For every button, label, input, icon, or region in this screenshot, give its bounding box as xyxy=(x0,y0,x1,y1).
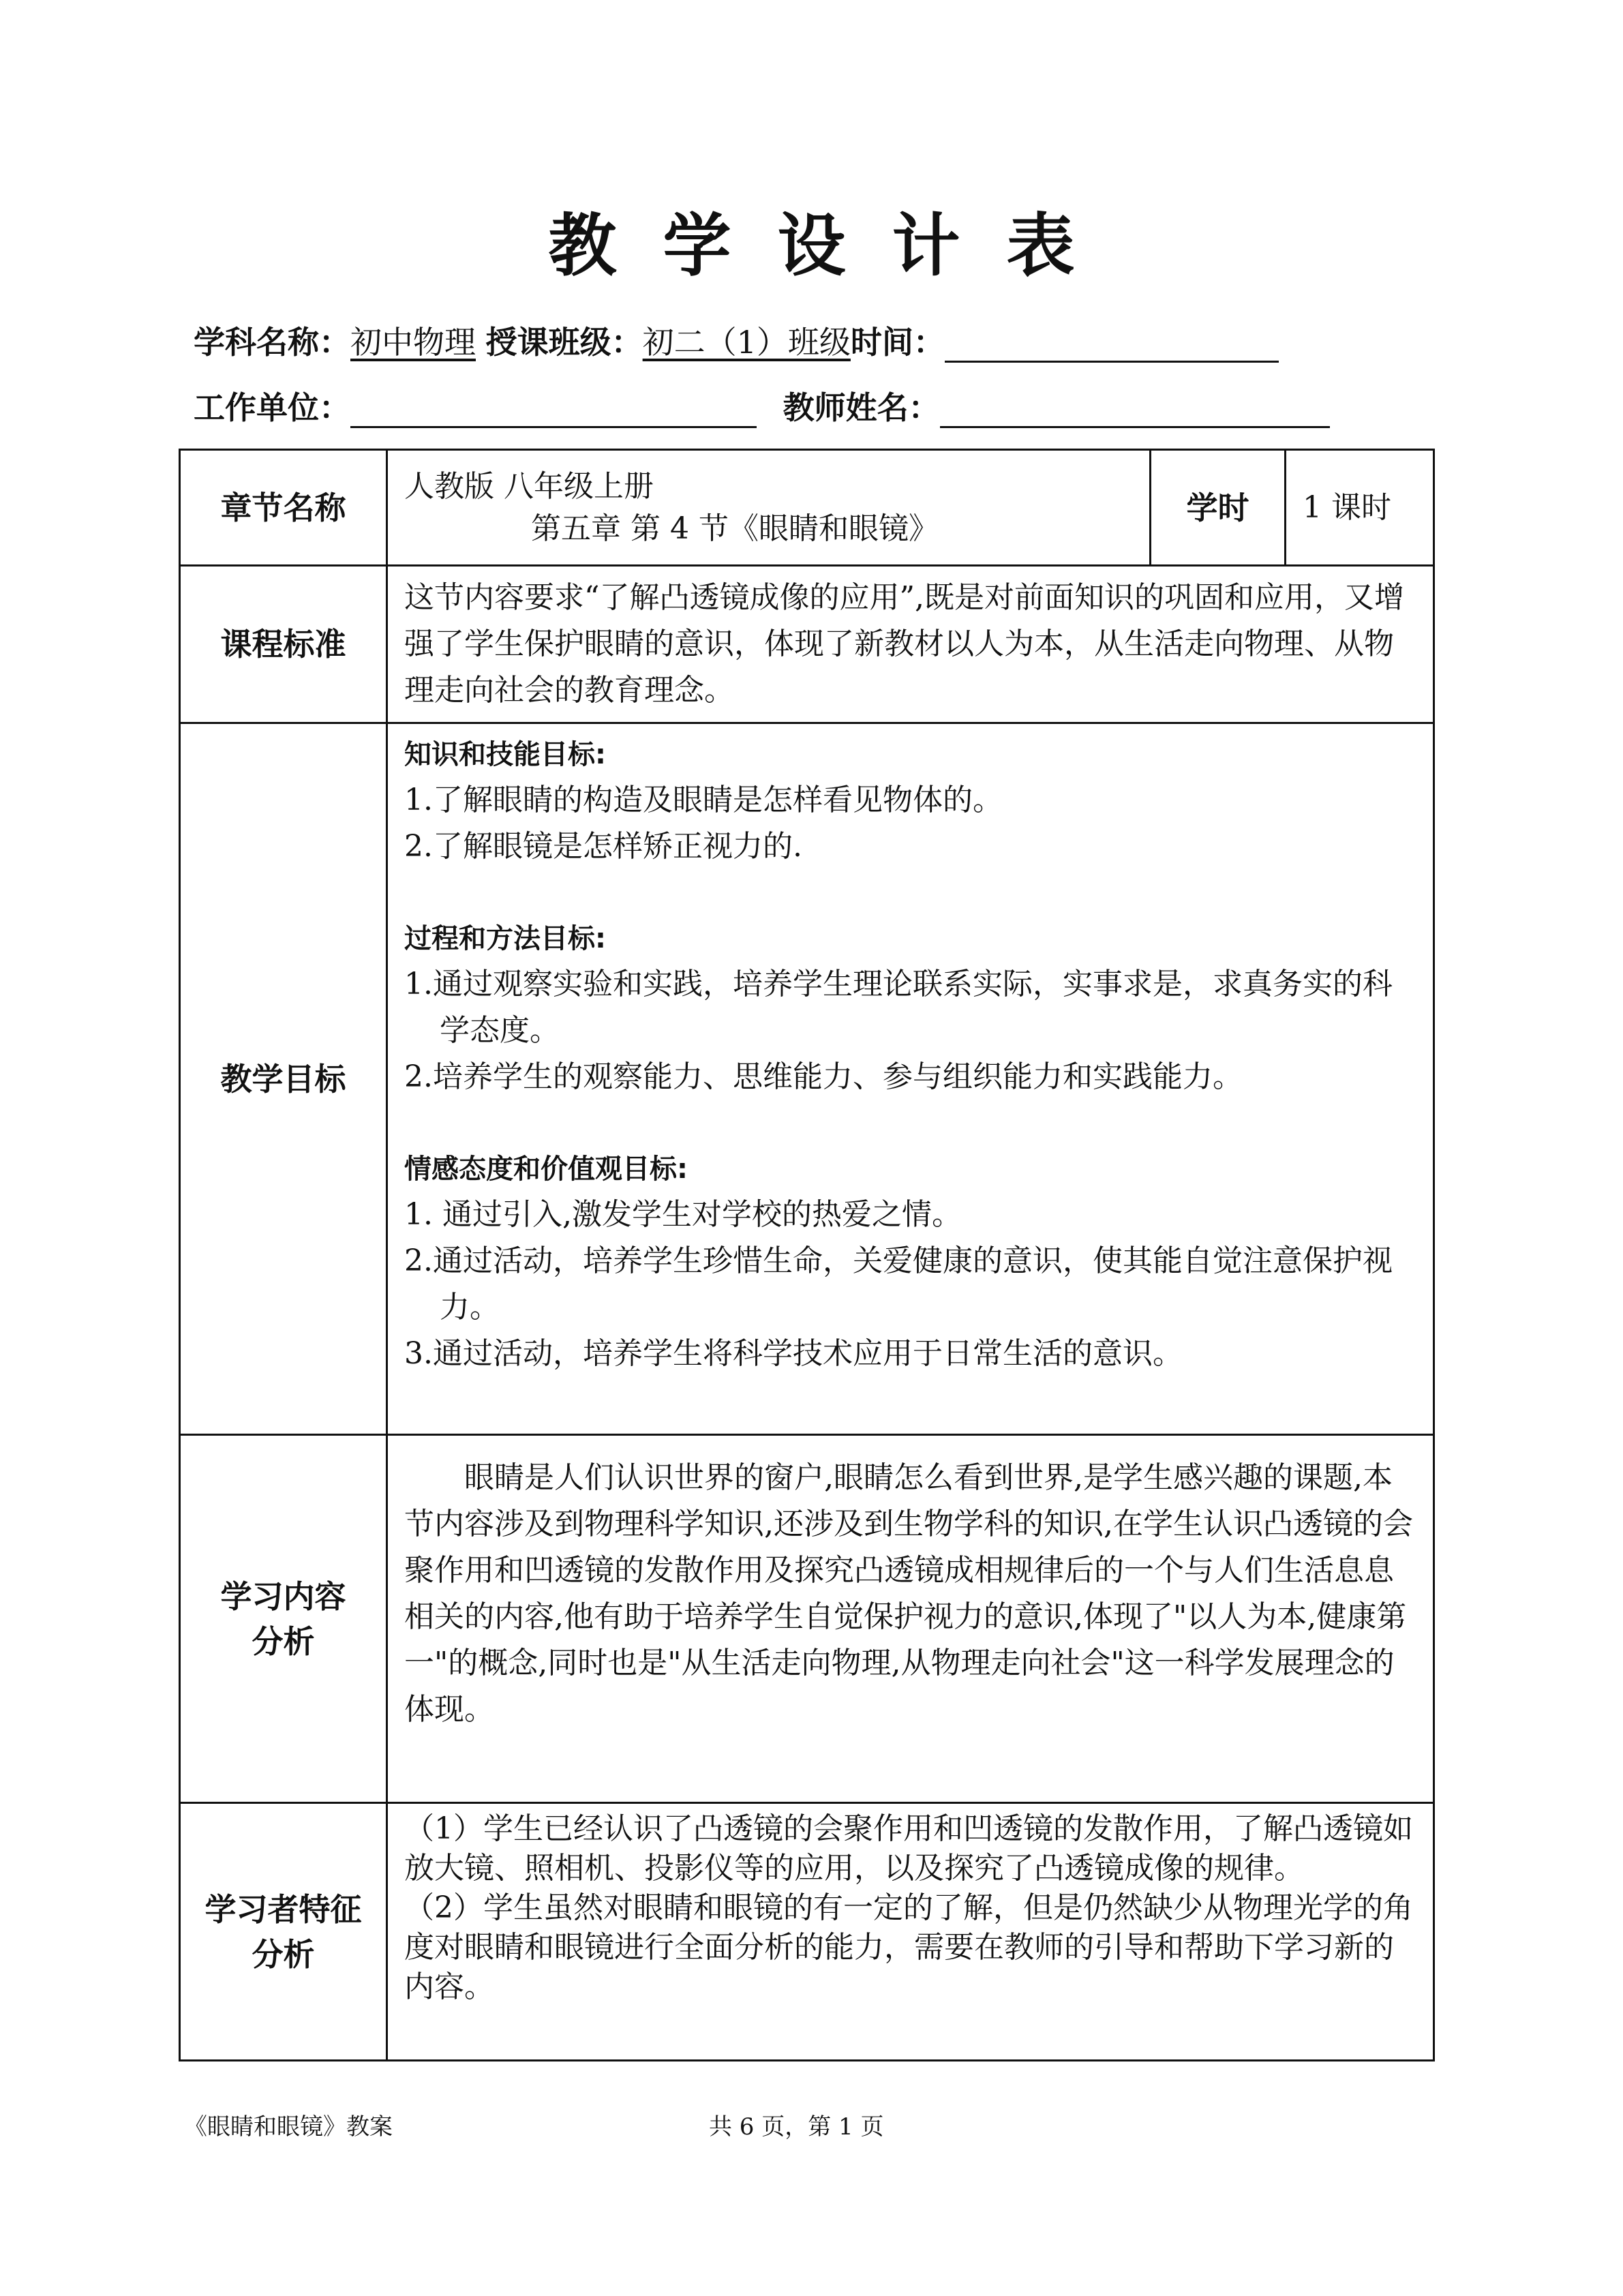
unit-blank xyxy=(350,392,757,428)
content-label-line-1: 学习内容 xyxy=(220,1577,346,1615)
knowledge-item: 1.了解眼睛的构造及眼睛是怎样看见物体的。 xyxy=(404,783,1003,817)
learner-paragraph-2: （2）学生虽然对眼睛和眼镜的有一定的了解，但是仍然缺少从物理光学的角度对眼睛和眼镜进行全面分析的能力，需要在教师的引导和帮助下学习新的内容。 xyxy=(404,1890,1413,2004)
learner-label-line-2: 分析 xyxy=(252,1935,315,1973)
hours-value: 1 课时 xyxy=(1286,450,1434,566)
page-title: 教学设计表 xyxy=(548,206,1121,286)
lesson-design-table xyxy=(179,449,1435,2061)
objectives-label: 教学目标 xyxy=(180,723,387,1435)
content-text: 眼睛是人们认识世界的窗户,眼睛怎么看到世界,是学生感兴趣的课题,本节内容涉及到物理科学知识,还涉及到生物学科的知识,在学生认识凸透镜的会聚作用和凹透镜的发散作用及探究凸透镜成相规律后的一个与人们生活息息相关的内容,他有助于培养学生自觉保护视力的意识,体现了"以人为本,健康第一"的概念,同时也是"从生活走向物理,从物理走向社会"这一科学发展理念的体现。 xyxy=(387,1435,1434,1803)
footer-page-number: 共 6 页，第 1 页 xyxy=(709,2113,884,2141)
standard-label: 课程标准 xyxy=(180,566,387,723)
class-value: 初二（1）班级 xyxy=(642,324,851,361)
process-title: 过程和方法目标: xyxy=(404,923,606,954)
learner-content xyxy=(387,1803,1434,2061)
header-line-1 xyxy=(194,322,1279,363)
content-label xyxy=(180,1435,387,1803)
teacher-blank xyxy=(940,392,1330,428)
row-content-analysis xyxy=(180,1435,1434,1803)
row-standard xyxy=(180,566,1434,723)
standard-text: 这节内容要求“了解凸透镜成像的应用”,既是对前面知识的巩固和应用，又增强了学生保护眼睛的意识，体现了新教材以人为本，从生活走向物理、从物理走向社会的教育理念。 xyxy=(387,566,1434,723)
learner-label xyxy=(180,1803,387,2061)
learner-paragraph-1: （1）学生已经认识了凸透镜的会聚作用和凹透镜的发散作用，了解凸透镜如放大镜、照相机、投影仪等的应用，以及探究了凸透镜成像的规律。 xyxy=(404,1811,1413,1886)
emotion-item: 2.通过活动，培养学生珍惜生命，关爱健康的意识，使其能自觉注意保护视力。 xyxy=(404,1243,1393,1325)
row-chapter xyxy=(180,450,1434,566)
time-blank xyxy=(945,327,1279,363)
process-item: 1.通过观察实验和实践，培养学生理论联系实际，实事求是，求真务实的科学态度。 xyxy=(404,967,1393,1048)
teacher-label: 教师姓名： xyxy=(783,389,940,426)
class-label: 授课班级： xyxy=(485,324,643,361)
subject-value: 初中物理 xyxy=(350,324,476,361)
row-objectives xyxy=(180,723,1434,1435)
knowledge-title: 知识和技能目标: xyxy=(404,739,606,770)
learner-label-line-1: 学习者特征 xyxy=(204,1890,362,1928)
chapter-line-2: 第五章 第 4 节《眼睛和眼镜》 xyxy=(531,511,939,546)
time-label: 时间： xyxy=(850,324,945,361)
footer-doc-name: 《眼睛和眼镜》教案 xyxy=(184,2113,393,2141)
unit-label: 工作单位： xyxy=(194,389,350,426)
row-learner-analysis xyxy=(180,1803,1434,2061)
process-item: 2.培养学生的观察能力、思维能力、参与组织能力和实践能力。 xyxy=(404,1059,1243,1094)
emotion-item: 1. 通过引入,激发学生对学校的热爱之情。 xyxy=(404,1197,962,1232)
objectives-content xyxy=(387,723,1434,1435)
emotion-item: 3.通过活动，培养学生将科学技术应用于日常生活的意识。 xyxy=(404,1336,1183,1371)
chapter-value xyxy=(387,450,1151,566)
subject-label: 学科名称： xyxy=(194,324,350,361)
content-label-line-2: 分析 xyxy=(252,1622,315,1660)
chapter-line-1: 人教版 八年级上册 xyxy=(404,468,654,504)
emotion-title: 情感态度和价值观目标: xyxy=(404,1153,688,1185)
header-line-2 xyxy=(194,387,1330,428)
knowledge-item: 2.了解眼镜是怎样矫正视力的. xyxy=(404,829,802,864)
hours-label: 学时 xyxy=(1151,450,1286,566)
chapter-label: 章节名称 xyxy=(180,450,387,566)
